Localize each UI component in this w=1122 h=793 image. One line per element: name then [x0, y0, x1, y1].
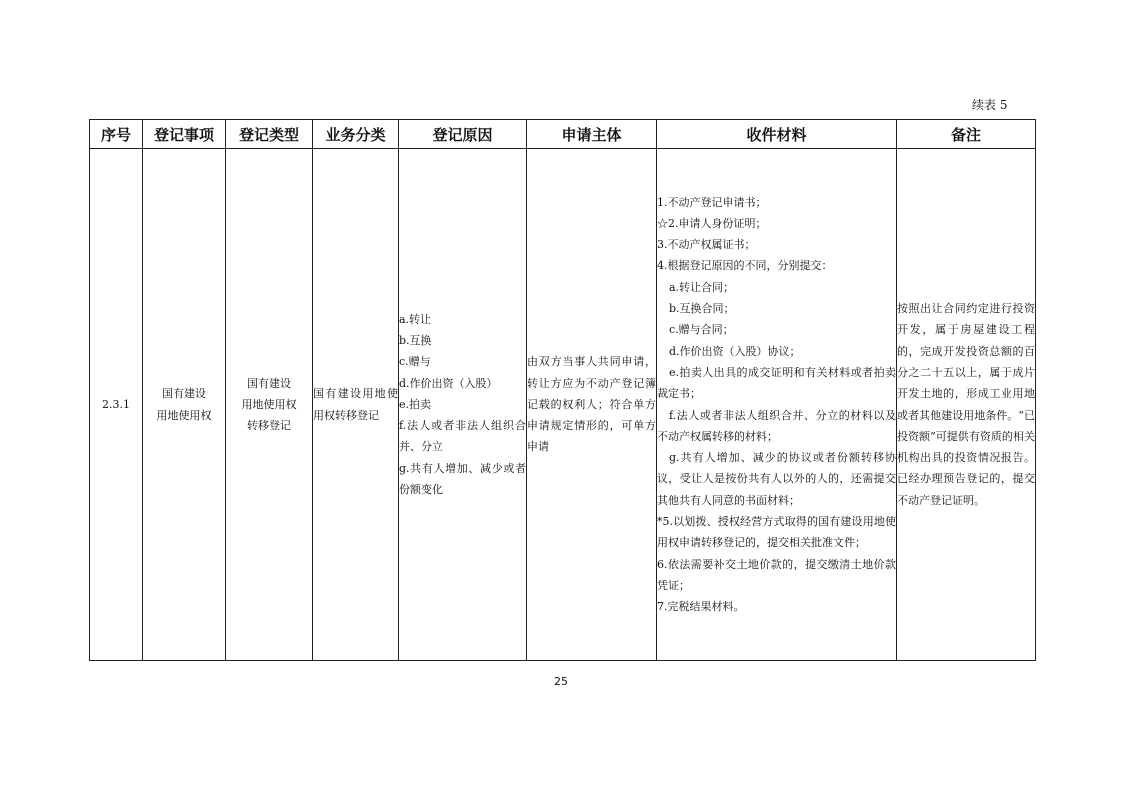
reason-item: g.共有人增加、减少或者份额变化	[399, 461, 526, 497]
header-remarks: 备注	[897, 120, 1036, 149]
header-reason: 登记原因	[399, 120, 527, 149]
cell-reasons	[399, 149, 527, 661]
cell-item-line: 国有建设	[162, 387, 206, 401]
cell-applicant-text: 由双方当事人共同申请，转让方应为不动产登记簿记载的权利人；符合单方申请规定情形的，可单方申请	[527, 355, 656, 454]
cell-reg-type-line: 国有建设	[247, 376, 291, 390]
material-item: ☆2.申请人身份证明；	[657, 216, 767, 230]
cell-remarks-text: 按照出让合同约定进行投资开发，属于房屋建设工程的，完成开发投资总额的百分之二十五以上，属于成片开发土地的，形成工业用地或者其他建设用地条件。“已投资额”可提供有资质的相关机构出具的投资情况报告。已经办理预告登记的，提交不动产登记证明。	[897, 302, 1035, 507]
cell-business-text: 国有建设用地使用权转移登记	[313, 387, 398, 422]
cell-materials	[657, 149, 897, 661]
cell-remarks	[897, 149, 1036, 661]
material-subitem: a.转让合同；	[669, 280, 735, 294]
material-item: 1.不动产登记申请书；	[657, 195, 767, 209]
table-row	[90, 149, 1036, 661]
material-item: 6.依法需要补交土地价款的，提交缴清土地价款凭证；	[657, 557, 896, 592]
reason-item: b.互换	[399, 333, 432, 347]
reason-item: f.法人或者非法人组织合并、分立	[399, 419, 526, 454]
material-subitem: e.拍卖人出具的成交证明和有关材料或者拍卖裁定书；	[657, 365, 896, 401]
material-item: *5.以划拨、授权经营方式取得的国有建设用地使用权申请转移登记的，提交相关批准文件；	[657, 514, 896, 550]
header-reg-type: 登记类型	[226, 120, 313, 149]
cell-reg-type	[226, 149, 313, 661]
cell-item	[143, 149, 226, 661]
material-item: 3.不动产权属证书；	[657, 238, 756, 252]
material-subitem: c.赠与合同；	[669, 323, 734, 337]
reason-item: a.转让	[399, 312, 432, 326]
material-subitem: d.作价出资（入股）协议；	[669, 344, 801, 358]
cell-seq: 2.3.1	[90, 149, 143, 661]
cell-reg-type-line: 转移登记	[247, 419, 291, 433]
reason-item: c.赠与	[399, 355, 431, 369]
header-seq: 序号	[90, 120, 143, 149]
page-number: 25	[554, 675, 568, 688]
header-applicant: 申请主体	[527, 120, 657, 149]
reason-item: d.作价出资（入股）	[399, 376, 498, 390]
cell-item-line: 用地使用权	[156, 408, 212, 422]
header-materials: 收件材料	[657, 120, 897, 149]
material-subitem: g.共有人增加、减少的协议或者份额转移协议，受让人是按份共有人以外的人的，还需提交其他共有人同意的书面材料；	[657, 451, 896, 507]
material-subitem: f.法人或者非法人组织合并、分立的材料以及不动产权属转移的材料；	[657, 408, 896, 443]
table-header-row	[90, 120, 1036, 149]
material-item: 4.根据登记原因的不同，分别提交：	[657, 259, 833, 273]
cell-business	[313, 149, 399, 661]
cell-applicant	[527, 149, 657, 661]
registration-table	[89, 119, 1036, 661]
cell-reg-type-line: 用地使用权	[241, 397, 297, 411]
material-item: 7.完税结果材料。	[657, 600, 745, 614]
material-subitem: b.互换合同；	[669, 302, 735, 316]
reason-item: e.拍卖	[399, 397, 432, 411]
header-business: 业务分类	[313, 120, 399, 149]
header-item: 登记事项	[143, 120, 226, 149]
continued-table-label: 续表 5	[972, 98, 1008, 112]
